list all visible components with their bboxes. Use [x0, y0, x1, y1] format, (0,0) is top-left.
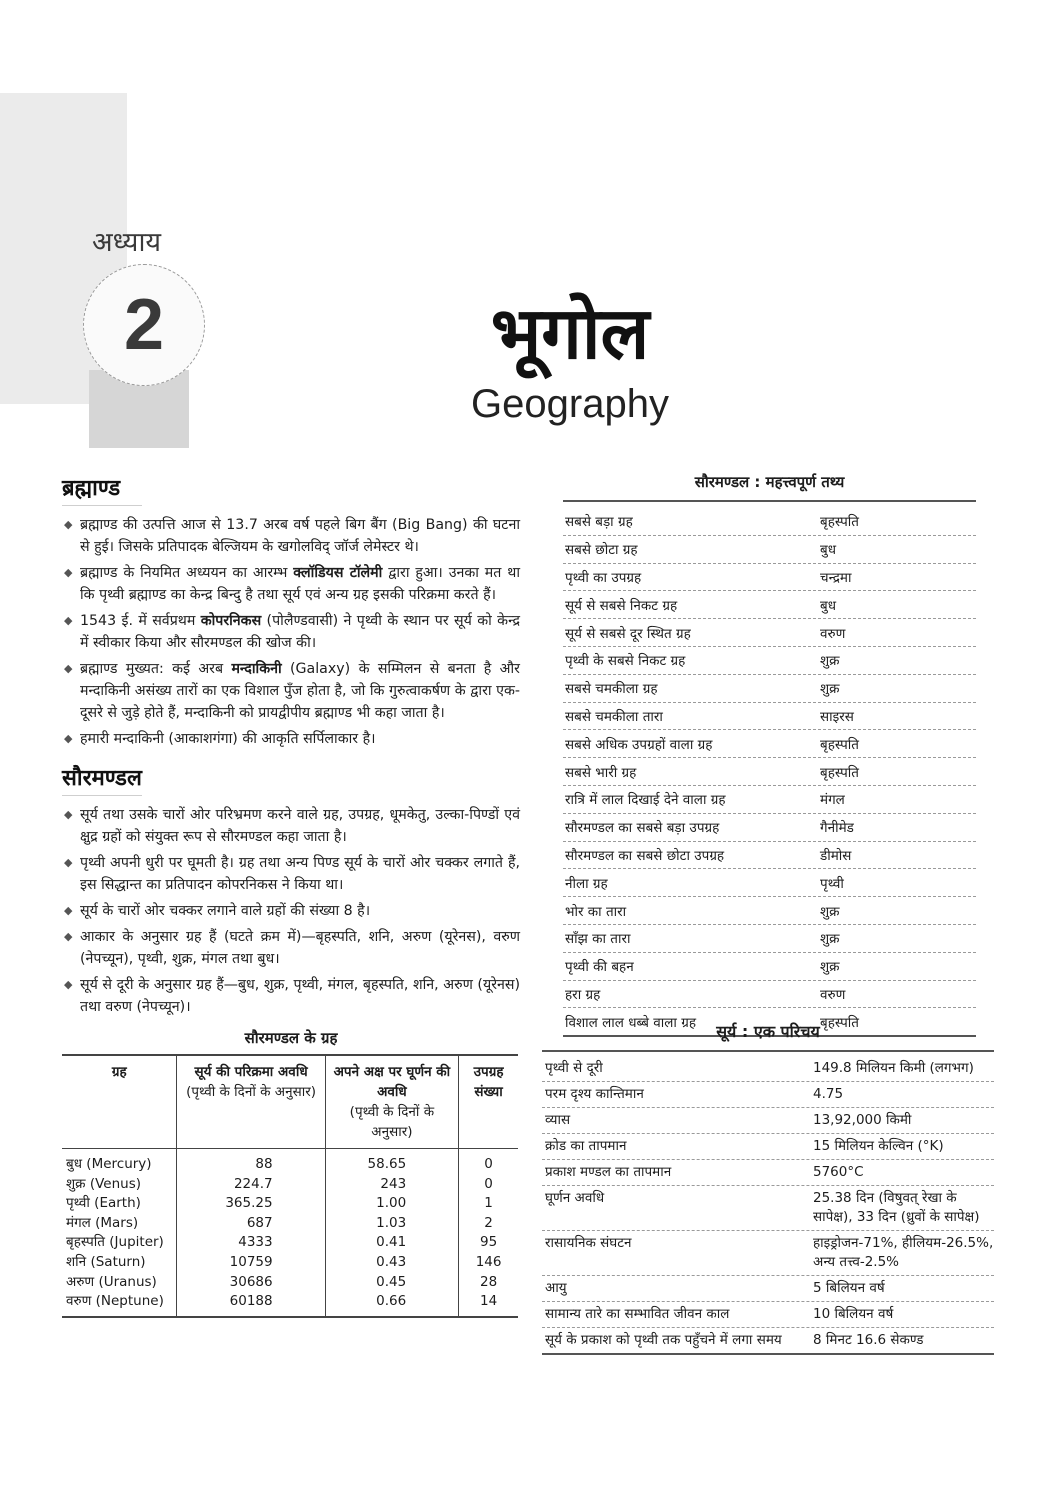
table-row — [62, 1149, 518, 1175]
fact-value: शुक्र — [820, 653, 840, 670]
table-row — [62, 1194, 518, 1214]
sun-property: रासायनिक संघटन — [545, 1235, 632, 1251]
list-item — [62, 728, 520, 750]
list-item — [62, 562, 520, 606]
table-row — [542, 1056, 994, 1082]
fact-value: शुक्र — [820, 681, 840, 698]
table-row — [563, 925, 976, 953]
table-cell: 88 — [177, 1149, 325, 1175]
page-title-english: Geography — [471, 382, 669, 426]
bullet-text: द्वारा हुआ। उनका मत था कि पृथ्वी ब्रह्माण्ड का केन्द्र बिन्दु है तथा सूर्य एवं अन्य ग्रह इसकी परिक्रमा करते हैं। — [80, 565, 520, 603]
section-heading-solar-system: सौरमण्डल — [62, 762, 142, 796]
bullet-text: सूर्य के चारों ओर चक्कर लगाने वाले ग्रहों की संख्या 8 है। — [80, 903, 371, 919]
bullet-text: सूर्य तथा उसके चारों ओर परिभ्रमण करने वाले ग्रह, उपग्रह, धूमकेतु, उल्का-पिण्डों एवं क्षुद्र ग्रहों को संयुक्त रूप से सौरमण्डल कहा जाता है। — [80, 807, 520, 845]
planets-table-body — [62, 1149, 518, 1317]
table-cell: 224.7 — [177, 1175, 325, 1195]
table-cell: 10759 — [177, 1253, 325, 1273]
fact-value: पृथ्वी — [820, 875, 844, 892]
fact-label: सौरमण्डल का सबसे छोटा उपग्रह — [565, 847, 725, 864]
fact-label: भोर का तारा — [565, 903, 627, 920]
table-cell: पृथ्वी (Earth) — [66, 1195, 141, 1212]
sun-property: आयु — [545, 1280, 567, 1296]
diamond-bullet-icon: ◆ — [64, 808, 73, 821]
table-row — [563, 758, 976, 786]
bullet-text: (पोलैण्डवासी) ने पृथ्वी के स्थान पर सूर्य को केन्द्र में स्वीकार किया और सौरमण्डल की खोज की। — [80, 613, 520, 651]
fact-label: सबसे अधिक उपग्रहों वाला ग्रह — [565, 736, 713, 753]
table-row — [542, 1231, 994, 1276]
table-row — [563, 647, 976, 675]
sun-value: 5 बिलियन वर्ष — [813, 1280, 885, 1296]
diamond-bullet-icon: ◆ — [64, 662, 73, 675]
fact-value: बृहस्पति — [820, 514, 859, 531]
fact-value: वरुण — [820, 625, 846, 642]
bullet-text: हमारी मन्दाकिनी (आकाशगंगा) की आकृति सर्पिलाकार है। — [80, 731, 376, 747]
sun-property: परम दृश्य कान्तिमान — [545, 1086, 644, 1102]
sun-value: 10 बिलियन वर्ष — [813, 1306, 894, 1322]
header-title: ग्रह — [111, 1064, 127, 1080]
diamond-bullet-icon: ◆ — [64, 614, 73, 627]
table-row — [62, 1214, 518, 1234]
bullet-text: ब्रह्माण्ड मुख्यत: कई अरब — [80, 661, 232, 677]
fact-value: बृहस्पति — [820, 1014, 859, 1031]
table-cell: 95 — [459, 1233, 518, 1253]
table-row — [563, 786, 976, 814]
header-subtitle: (पृथ्वी के दिनों के अनुसार) — [349, 1104, 435, 1140]
fact-value: बृहस्पति — [820, 736, 859, 753]
table-cell: 58.65 — [325, 1149, 459, 1175]
table-row — [542, 1276, 994, 1302]
planets-table — [62, 1054, 518, 1318]
fact-value: बृहस्पति — [820, 764, 859, 781]
sun-property: घूर्णन अवधि — [545, 1190, 605, 1206]
list-item — [62, 804, 520, 848]
table-row — [542, 1186, 994, 1231]
fact-label: नीला ग्रह — [565, 875, 608, 892]
table-row — [563, 981, 976, 1009]
table-cell: 365.25 — [177, 1194, 325, 1214]
fact-label: सबसे चमकीला तारा — [565, 708, 663, 725]
sun-value: हाइड्रोजन-71%, हीलियम-26.5%, अन्य तत्त्व-2.5% — [813, 1235, 994, 1270]
sun-value: 25.38 दिन (विषुवत् रेखा के सापेक्ष), 33 दिन (ध्रुवों के सापेक्ष) — [813, 1190, 980, 1225]
table-header-cell — [62, 1055, 177, 1149]
diamond-bullet-icon: ◆ — [64, 566, 73, 579]
table-row — [563, 897, 976, 925]
fact-label: सबसे चमकीला ग्रह — [565, 681, 658, 698]
header-title: उपग्रह संख्या — [473, 1064, 504, 1100]
list-item — [62, 610, 520, 654]
table-cell: शनि (Saturn) — [66, 1253, 146, 1270]
table-cell: वरुण (Neptune) — [62, 1292, 177, 1317]
sun-property: प्रकाश मण्डल का तापमान — [545, 1164, 672, 1180]
sun-property: व्यास — [545, 1112, 571, 1128]
planets-table-caption: सौरमण्डल के ग्रह — [244, 1029, 338, 1047]
sun-value: 13,92,000 किमी — [813, 1112, 912, 1128]
table-row — [563, 703, 976, 731]
sun-value: 4.75 — [813, 1086, 844, 1102]
fact-value: डीमोस — [820, 847, 852, 864]
sun-value: 15 मिलियन केल्विन (°K) — [813, 1138, 944, 1154]
left-column — [62, 472, 520, 1318]
chapter-number-badge — [83, 264, 205, 386]
table-cell: 1 — [459, 1194, 518, 1214]
table-row — [563, 953, 976, 981]
facts-table-body — [563, 508, 976, 1037]
table-cell: 0.41 — [325, 1233, 459, 1253]
table-row — [563, 536, 976, 564]
list-item — [62, 852, 520, 896]
table-row — [563, 675, 976, 703]
fact-label: सौरमण्डल का सबसे बड़ा उपग्रह — [565, 820, 720, 837]
table-cell: 14 — [459, 1292, 518, 1317]
table-row — [542, 1302, 994, 1328]
table-cell: 0 — [459, 1149, 518, 1175]
table-cell: 0.45 — [325, 1273, 459, 1293]
sun-property: सामान्य तारे का सम्भावित जीवन काल — [545, 1306, 730, 1322]
fact-label: पृथ्वी का उपग्रह — [565, 569, 642, 586]
table-cell: 28 — [459, 1273, 518, 1293]
bullet-text: ब्रह्माण्ड के नियमित अध्ययन का आरम्भ — [80, 565, 294, 581]
facts-table-caption: सौरमण्डल : महत्त्वपूर्ण तथ्य — [563, 472, 976, 502]
header-title: सूर्य की परिक्रमा अवधि — [194, 1064, 308, 1080]
fact-label: सूर्य से सबसे दूर स्थित ग्रह — [565, 625, 691, 642]
fact-value: बुध — [820, 542, 837, 559]
diamond-bullet-icon: ◆ — [64, 856, 73, 869]
fact-value: साइरस — [820, 708, 854, 725]
list-item — [62, 514, 520, 558]
table-row — [563, 508, 976, 536]
fact-label: रात्रि में लाल दिखाई देने वाला ग्रह — [565, 792, 726, 809]
table-header-cell — [177, 1055, 325, 1149]
table-row — [542, 1108, 994, 1134]
sun-value: 149.8 मिलियन किमी (लगभग) — [813, 1060, 974, 1076]
sun-table-body — [542, 1056, 994, 1355]
diamond-bullet-icon: ◆ — [64, 904, 73, 917]
fact-label: साँझ का तारा — [565, 931, 631, 948]
page-title-hindi: भूगोल — [490, 291, 650, 375]
table-cell: 4333 — [177, 1233, 325, 1253]
header-subtitle: (पृथ्वी के दिनों के अनुसार) — [186, 1084, 316, 1100]
list-item — [62, 926, 520, 970]
section-heading-universe: ब्रह्माण्ड — [62, 472, 142, 506]
table-cell: 146 — [459, 1253, 518, 1273]
table-row — [542, 1328, 994, 1355]
table-row — [62, 1175, 518, 1195]
fact-value: गैनीमेड — [820, 820, 854, 837]
table-header-cell — [459, 1055, 518, 1149]
fact-label: पृथ्वी के सबसे निकट ग्रह — [565, 653, 686, 670]
table-row — [62, 1253, 518, 1273]
table-cell: 30686 — [177, 1273, 325, 1293]
fact-value: वरुण — [820, 986, 846, 1003]
bullet-text: ब्रह्माण्ड की उत्पत्ति आज से 13.7 अरब वर्ष पहले बिग बैंग (Big Bang) की घटना से हुई। जिसके प्रतिपादक बेल्जियम के खगोलविद् जॉर्ज लेमेस्टर थे। — [80, 517, 520, 555]
table-cell: बृहस्पति (Jupiter) — [66, 1234, 164, 1251]
table-cell: 687 — [177, 1214, 325, 1234]
fact-label: सबसे छोटा ग्रह — [565, 542, 638, 559]
diamond-bullet-icon: ◆ — [64, 930, 73, 943]
bullet-text: पृथ्वी अपनी धुरी पर घूमती है। ग्रह तथा अन्य पिण्ड सूर्य के चारों ओर चक्कर लगाते हैं, इस सिद्धान्त का प्रतिपादन कोपरनिकस ने किया था। — [80, 855, 520, 893]
table-header-cell — [325, 1055, 459, 1149]
bullet-text: (Galaxy) के सम्मिलन से बनता है और मन्दाकिनी असंख्य तारों का एक विशाल पुँज होता है, जो कि गुरुत्वाकर्षण के द्वारा एक-दूसरे से जुड़े होते हैं, मन्दाकिनी को प्रायद्वीपीय ब्रह्माण्ड भी कहा जाता है। — [80, 661, 520, 721]
planets-table-header-row — [62, 1055, 518, 1149]
table-cell: मंगल (Mars) — [66, 1214, 139, 1231]
table-row — [563, 842, 976, 870]
sun-property: सूर्य के प्रकाश को पृथ्वी तक पहुँचने में लगा समय — [545, 1332, 782, 1348]
table-cell: 0.66 — [325, 1292, 459, 1317]
sun-value: 8 मिनट 16.6 सेकण्ड — [813, 1332, 924, 1348]
table-row — [542, 1134, 994, 1160]
table-row — [62, 1273, 518, 1293]
header-title: अपने अक्ष पर घूर्णन की अवधि — [333, 1064, 451, 1100]
universe-bullet-list — [62, 514, 520, 750]
bullet-text: आकार के अनुसार ग्रह हैं (घटते क्रम में)—बृहस्पति, शनि, अरुण (यूरेनस), वरुण (नेपच्यून), पृथ्वी, शुक्र, मंगल तथा बुध। — [80, 929, 520, 967]
table-row — [563, 869, 976, 897]
sun-property: पृथ्वी से दूरी — [545, 1060, 603, 1076]
bullet-text: 1543 ई. में सर्वप्रथम — [80, 613, 201, 629]
chapter-number: 2 — [123, 285, 165, 365]
table-row — [62, 1233, 518, 1253]
sun-property: क्रोड का तापमान — [545, 1138, 627, 1154]
table-row — [542, 1160, 994, 1186]
table-row — [563, 730, 976, 758]
fact-value: शुक्र — [820, 903, 840, 920]
bold-term: मन्दाकिनी — [231, 661, 282, 677]
diamond-bullet-icon: ◆ — [64, 978, 73, 991]
facts-table — [563, 472, 976, 1037]
fact-label: पृथ्वी की बहन — [565, 959, 634, 976]
solar-bullet-list — [62, 804, 520, 1018]
table-cell: शुक्र (Venus) — [66, 1175, 142, 1192]
table-cell: 0 — [459, 1175, 518, 1195]
fact-value: चन्द्रमा — [820, 569, 852, 586]
table-cell: बुध (Mercury) — [66, 1156, 152, 1172]
fact-label: हरा ग्रह — [565, 986, 601, 1003]
sun-value: 5760°C — [813, 1164, 864, 1180]
diamond-bullet-icon: ◆ — [64, 732, 73, 745]
diamond-bullet-icon: ◆ — [64, 518, 73, 531]
table-cell: 60188 — [177, 1292, 325, 1317]
table-row — [563, 814, 976, 842]
table-row — [563, 564, 976, 592]
bold-term: क्लॉडियस टॉलेमी — [293, 565, 383, 581]
table-cell: 243 — [325, 1175, 459, 1195]
sun-table-caption: सूर्य : एक परिचय — [542, 1020, 994, 1052]
fact-label: सबसे बड़ा ग्रह — [565, 514, 633, 531]
table-row — [563, 619, 976, 647]
table-row — [62, 1292, 518, 1317]
fact-value: मंगल — [820, 792, 845, 809]
list-item — [62, 974, 520, 1018]
table-cell: 1.03 — [325, 1214, 459, 1234]
fact-value: शुक्र — [820, 931, 840, 948]
fact-label: सूर्य से सबसे निकट ग्रह — [565, 597, 678, 614]
fact-label: विशाल लाल धब्बे वाला ग्रह — [565, 1014, 696, 1031]
table-row — [563, 591, 976, 619]
fact-label: सबसे भारी ग्रह — [565, 764, 637, 781]
bullet-text: सूर्य से दूरी के अनुसार ग्रह हैं—बुध, शुक्र, पृथ्वी, मंगल, बृहस्पति, शनि, अरुण (यूरेनस) तथा वरुण (नेपच्यून)। — [80, 977, 520, 1015]
list-item — [62, 658, 520, 724]
sun-table — [542, 1020, 994, 1355]
chapter-label: अध्याय — [92, 227, 162, 258]
table-cell: 2 — [459, 1214, 518, 1234]
fact-value: शुक्र — [820, 959, 840, 976]
table-row — [542, 1082, 994, 1108]
fact-value: बुध — [820, 597, 837, 614]
table-cell: 0.43 — [325, 1253, 459, 1273]
table-cell: अरुण (Uranus) — [66, 1273, 157, 1290]
table-cell: 1.00 — [325, 1194, 459, 1214]
bold-term: कोपरनिकस — [200, 613, 262, 629]
list-item — [62, 900, 520, 922]
